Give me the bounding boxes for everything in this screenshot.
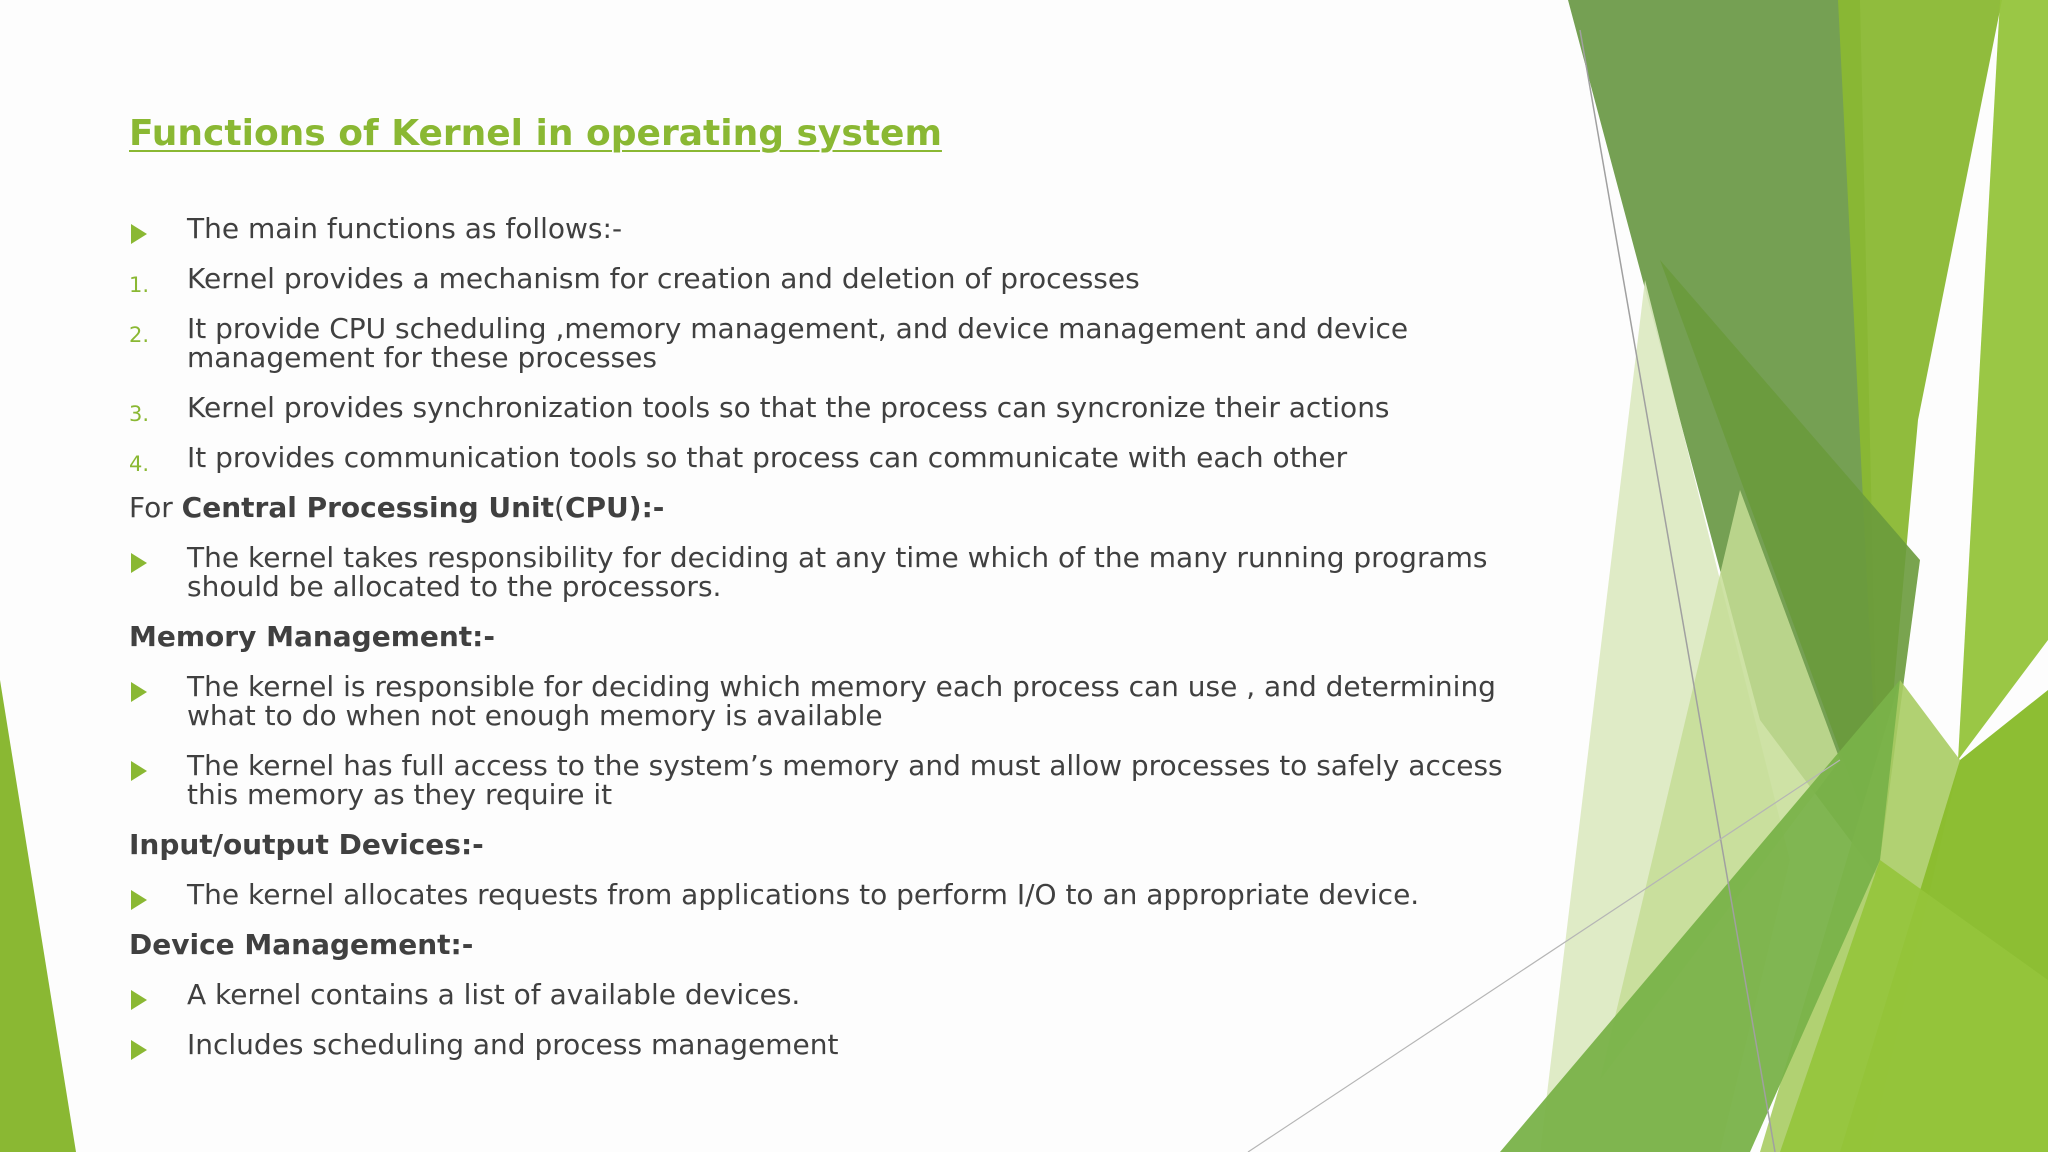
intro-bullet [129,214,1529,243]
io-heading [129,830,1529,859]
cpu-bullet-1 [129,543,1529,601]
slide-content [129,214,1529,1080]
io-bullet-1 [129,880,1529,909]
device-heading-text: Device Management:- [129,928,474,961]
numbered-item-1 [129,262,1529,297]
arrow-bullet-icon [131,890,147,910]
bullet-text: The kernel takes responsibility for deciding at any time which of the many running programs should be allocated to the processors. [187,541,1488,603]
item-number: 3. [129,402,150,426]
memory-heading-text: Memory Management:- [129,620,495,653]
arrow-bullet-icon [131,761,147,781]
bullet-text: The kernel is responsible for deciding which memory each process can use , and determining what to do when not enough memory is available [187,670,1496,732]
arrow-bullet-icon [131,224,147,244]
cpu-heading-paren: ( [554,491,565,524]
device-bullet-1 [129,980,1529,1009]
arrow-bullet-icon [131,682,147,702]
numbered-item-2 [129,314,1529,372]
numbered-item-4 [129,441,1529,476]
arrow-bullet-icon [131,1040,147,1060]
arrow-bullet-icon [131,990,147,1010]
bullet-text: The kernel allocates requests from applications to perform I/O to an appropriate device. [187,878,1420,911]
item-text: Kernel provides synchronization tools so that the process can syncronize their actions [187,391,1390,424]
item-number: 4. [129,452,150,476]
item-text: It provides communication tools so that process can communicate with each other [187,441,1348,474]
arrow-bullet-icon [131,553,147,573]
item-text: Kernel provides a mechanism for creation and deletion of processes [187,262,1140,295]
cpu-heading [129,493,1529,522]
cpu-heading-abbr: CPU):- [564,491,665,524]
bullet-text: The main functions as follows:- [187,212,623,245]
device-heading [129,930,1529,959]
decor-shape-left-sliver [0,680,76,1152]
bullet-text: The kernel has full access to the system’s memory and must allow processes to safely access this memory as they require it [187,749,1503,811]
io-heading-text: Input/output Devices:- [129,828,484,861]
cpu-heading-prefix: For [129,491,182,524]
memory-heading [129,622,1529,651]
memory-bullet-1 [129,672,1529,730]
memory-bullet-2 [129,751,1529,809]
bullet-text: Includes scheduling and process management [187,1028,839,1061]
item-number: 1. [129,273,150,297]
item-number: 2. [129,323,150,347]
numbered-item-3 [129,391,1529,426]
device-bullet-2 [129,1030,1529,1059]
cpu-heading-main: Central Processing Unit [181,491,555,524]
slide-title: Functions of Kernel in operating system [129,113,942,154]
item-text: It provide CPU scheduling ,memory management, and device management and device management for these processes [187,312,1409,374]
bullet-text: A kernel contains a list of available devices. [187,978,801,1011]
